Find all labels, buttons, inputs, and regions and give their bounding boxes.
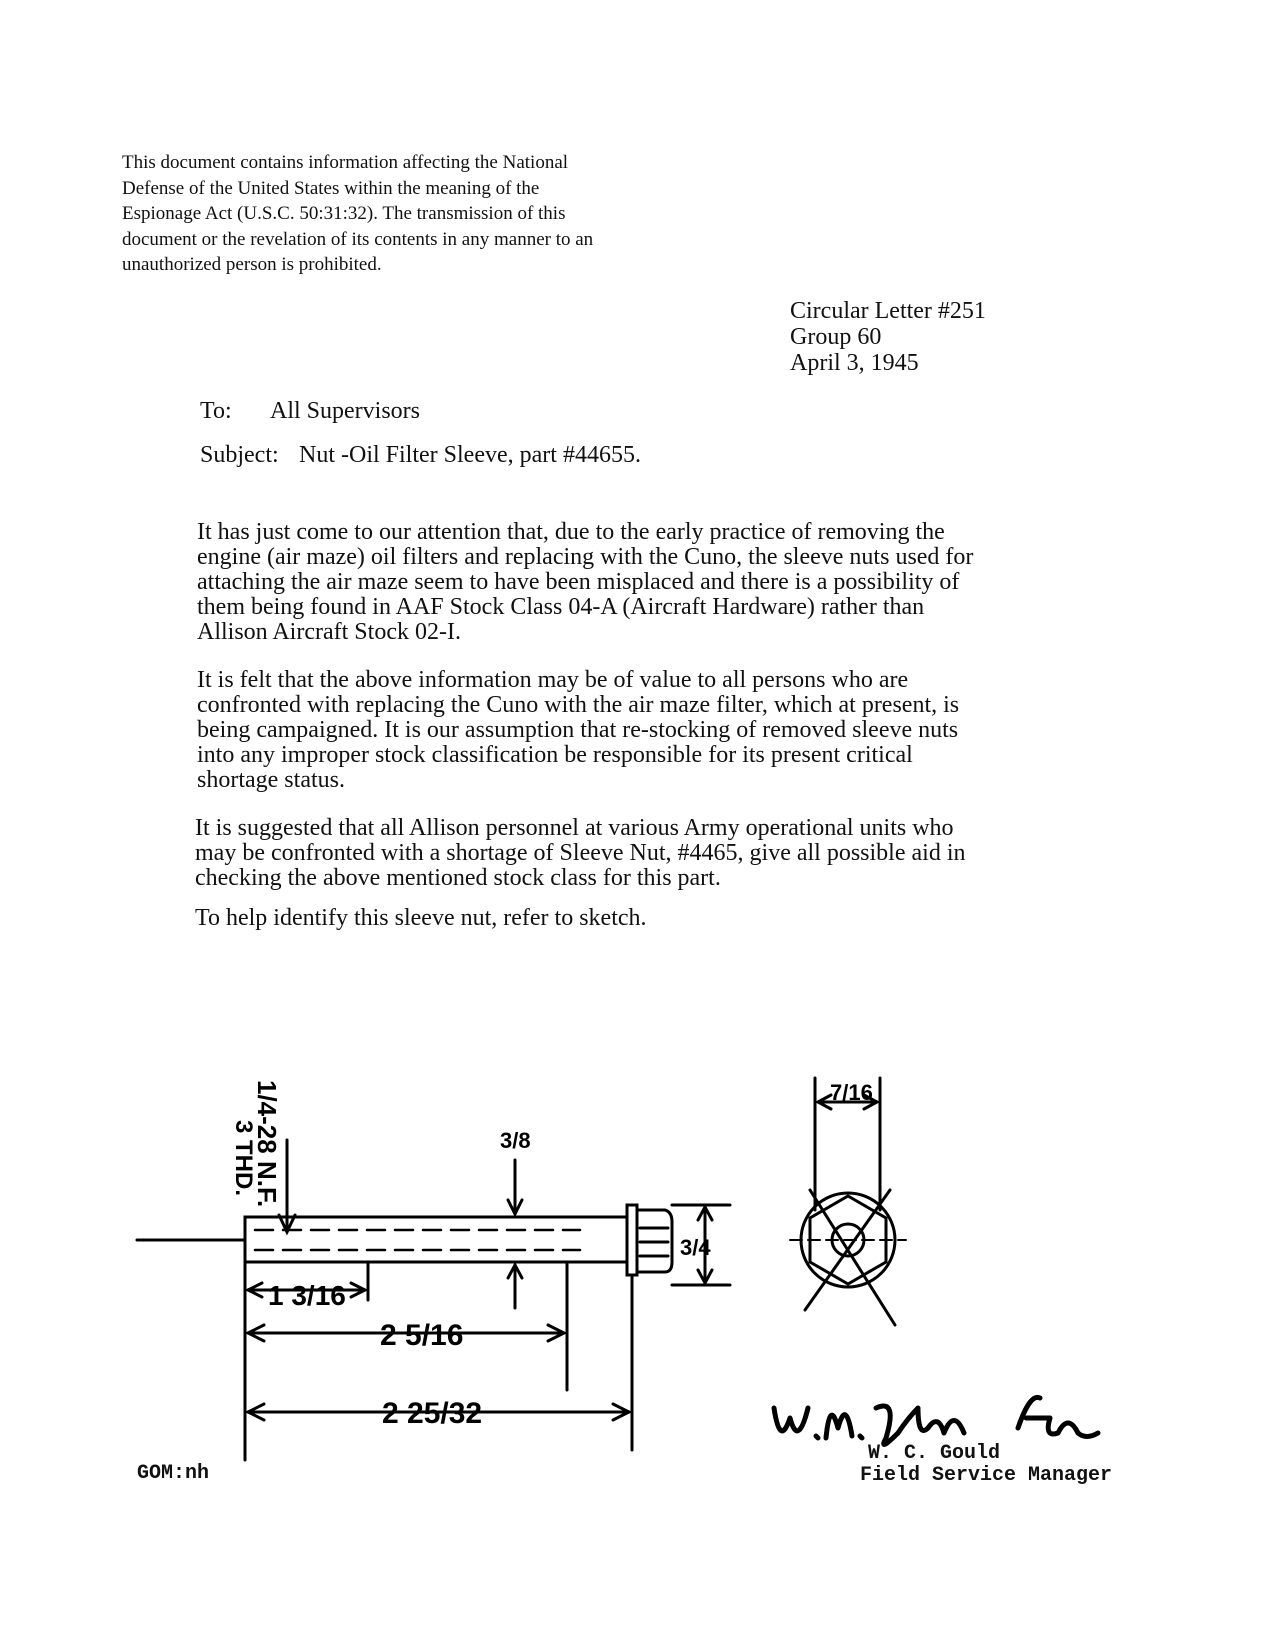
body-line: To help identify this sleeve nut, refer to sketch. [195,905,647,931]
signer-name: W. C. Gould [868,1442,1001,1465]
body-line: may be confronted with a shortage of Sleeve Nut, #4465, give all possible aid in [195,840,966,866]
thread-length-label: 3 THD. [230,1120,257,1197]
notice-line: Espionage Act (U.S.C. 50:31:32). The transmission of this [122,203,566,224]
dim-head-label: 3/4 [680,1235,711,1260]
dim-overall-label: 2 25/32 [382,1397,483,1430]
subject-label: Subject: [200,442,279,468]
notice-line: unauthorized person is prohibited. [122,254,382,275]
dim-small-label: 1 3/16 [268,1280,346,1311]
dim-mid-label: 2 5/16 [380,1319,464,1352]
notice-line: document or the revelation of its contents in any manner to an [122,228,594,250]
body-line: Allison Aircraft Stock 02-I. [197,619,461,645]
to-value: All Supervisors [270,398,420,424]
signer-title: Field Service Manager [860,1464,1113,1487]
body-line: engine (air maze) oil filters and replacing with the Cuno, the sleeve nuts used for [197,544,974,570]
body-line: It is suggested that all Allison personnel at various Army operational units who [195,815,954,841]
letter-number: Circular Letter #251 [790,298,986,324]
nut-flange [627,1205,637,1275]
group-number: Group 60 [790,324,882,350]
body-line: It is felt that the above information may be of value to all persons who are [197,667,909,693]
subject-value: Nut -Oil Filter Sleeve, part #44655. [299,442,641,468]
body-line: attaching the air maze seem to have been misplaced and there is a possibility of [197,569,960,595]
dim-dia-label: 3/8 [500,1128,531,1153]
body-line: confronted with replacing the Cuno with the air maze filter, which at present, is [197,692,960,718]
typist-initials: GOM:nh [137,1462,210,1485]
nut-shank [245,1217,627,1262]
notice-line: This document contains information affecting the National [122,152,569,173]
thread-spec-label: 1/4-28 N.F. [252,1080,282,1208]
letter-date: April 3, 1945 [790,350,919,376]
body-line: checking the above mentioned stock class for this part. [195,865,721,891]
body-line: into any improper stock classification be responsible for its present critical [197,742,913,768]
body-line: being campaigned. It is our assumption that re-stocking of removed sleeve nuts [197,717,959,743]
notice-line: Defense of the United States within the meaning of the [122,177,540,199]
to-label: To: [200,398,232,424]
dim-hex-label: 7/16 [830,1080,873,1105]
body-line: them being found in AAF Stock Class 04-A (Aircraft Hardware) rather than [197,594,925,620]
body-line: shortage status. [197,767,345,793]
body-line: It has just come to our attention that, due to the early practice of removing the [197,519,945,545]
